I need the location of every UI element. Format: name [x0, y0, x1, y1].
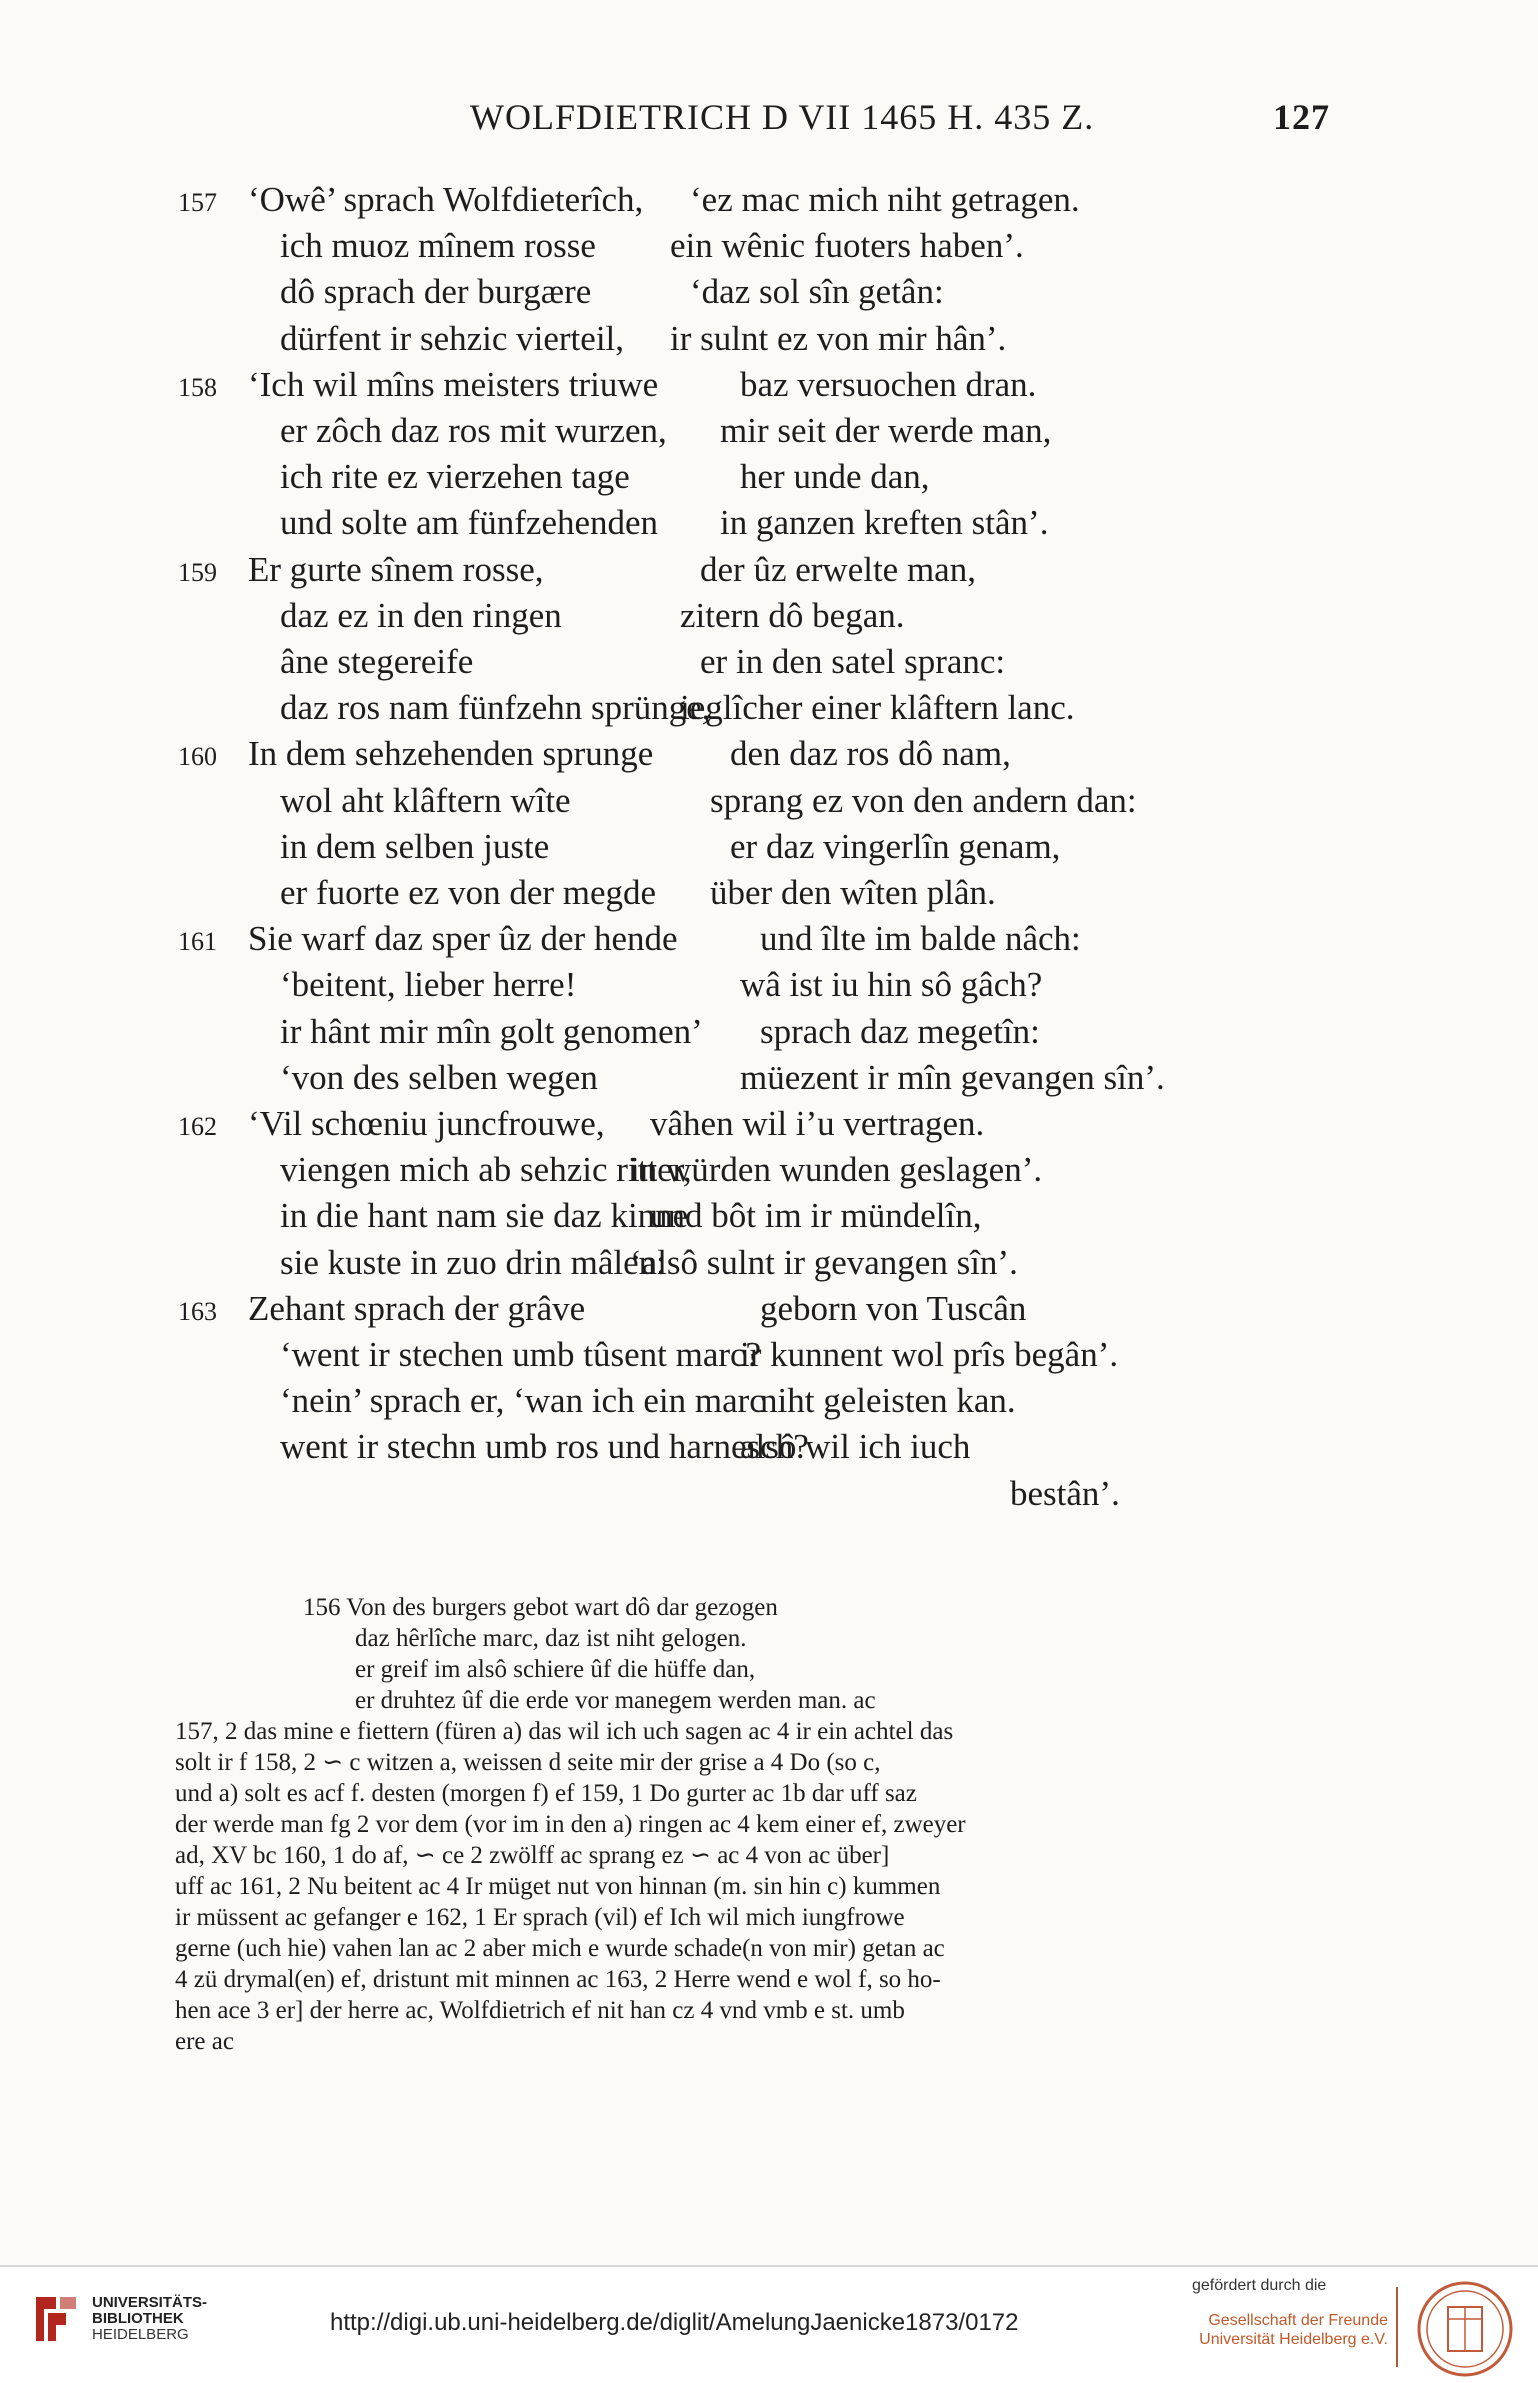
stanza-number: 163 — [178, 1296, 217, 1326]
verse-line — [0, 1289, 1538, 1333]
verse-line — [0, 1474, 1538, 1518]
second-half-line: den daz ros dô nam, — [730, 734, 1011, 774]
first-half-line: daz ez in den ringen — [280, 595, 562, 635]
library-line-3: HEIDELBERG — [92, 2326, 189, 2343]
verse-line — [0, 503, 1538, 547]
first-half-line: er zôch daz ros mit wurzen, — [280, 411, 667, 450]
second-half-line: vâhen wil i’u vertragen. — [650, 1104, 985, 1143]
university-seal-icon — [1410, 2279, 1520, 2379]
first-half-line: viengen mich ab sehzic ritter, — [280, 1150, 692, 1190]
second-half-line: mir seit der werde man, — [720, 411, 1052, 450]
verse-line — [0, 550, 1538, 594]
ub-heidelberg-logo-icon — [26, 2289, 86, 2349]
second-half-line: und bôt im ir mündelîn, — [650, 1196, 982, 1236]
second-half-line: ‘alsô sulnt ir gevangen sîn’. — [630, 1242, 1018, 1282]
first-half-line: daz ros nam fünfzehn sprünge, — [280, 688, 711, 728]
first-half-line: ‘beitent, lieber herre! — [280, 965, 577, 1005]
verse-line — [0, 1427, 1538, 1471]
second-half-line: sprach daz megetîn: — [760, 1011, 1040, 1051]
verse-line — [0, 965, 1538, 1009]
permalink-url[interactable]: http://digi.ub.uni-heidelberg.de/diglit/AmelungJaenicke1873/0172 — [330, 2309, 1019, 2336]
second-half-line: ‘ez mac mich niht getragen. — [690, 180, 1080, 219]
second-half-line: in ganzen kreften stân’. — [720, 503, 1049, 543]
verse-line — [0, 1104, 1538, 1148]
second-half-line: er in den satel spranc: — [700, 642, 1006, 681]
verse-line — [0, 226, 1538, 270]
note-line: er druhtez ûf die erde vor manegem werden man. ac — [355, 1687, 876, 1714]
apparatus-notes — [175, 1592, 1290, 2057]
first-half-line: er fuorte ez von der megde — [280, 873, 657, 912]
stanza-number: 160 — [178, 742, 217, 772]
note-line: solt ir f 158, 2 ∽ c witzen a, weissen d seite mir der grise a 4 Do (so c, — [175, 1749, 881, 1776]
verse-line — [0, 642, 1538, 686]
note-line: der werde man fg 2 vor dem (vor im in den a) ringen ac 4 kem einer ef, zweyer — [175, 1811, 966, 1838]
first-half-line: in dem selben juste — [280, 826, 550, 866]
verse-line — [0, 873, 1538, 917]
first-half-line: ‘nein’ sprach er, ‘wan ich ein marc — [280, 1381, 765, 1421]
second-half-line: in würden wunden geslagen’. — [630, 1150, 1043, 1190]
verse-line — [0, 827, 1538, 871]
verse-line — [0, 1058, 1538, 1102]
second-half-line: bestân’. — [1010, 1473, 1120, 1513]
first-half-line: wol aht klâftern wîte — [280, 780, 571, 820]
first-half-line: in die hant nam sie daz kinne — [280, 1196, 689, 1236]
running-header — [470, 96, 1330, 146]
verse-line — [0, 1381, 1538, 1425]
second-half-line: zitern dô began. — [680, 595, 905, 635]
note-line: ere ac — [175, 2028, 234, 2055]
verse-line — [0, 1150, 1538, 1194]
second-half-line: ir kunnent wol prîs begân’. — [740, 1335, 1119, 1374]
second-half-line: und îlte im balde nâch: — [760, 919, 1081, 959]
page-number: 127 — [1273, 97, 1330, 137]
second-half-line: niht geleisten kan. — [760, 1381, 1016, 1421]
second-half-line: her unde dan, — [740, 457, 930, 497]
note-line: 157, 2 das mine e fiettern (füren a) das wil ich uch sagen ac 4 ir ein achtel das — [175, 1718, 954, 1745]
footer-divider — [1396, 2287, 1398, 2367]
first-half-line: ‘Owê’ sprach Wolfdieterîch, — [248, 180, 644, 219]
second-half-line: über den wîten plân. — [710, 873, 996, 912]
second-half-line: der ûz erwelte man, — [700, 549, 976, 589]
note-line: ir müssent ac gefanger e 162, 1 Er sprach (vil) ef Ich wil mich iungfrowe — [175, 1904, 905, 1931]
verse-line — [0, 1335, 1538, 1379]
verse-line — [0, 1196, 1538, 1240]
second-half-line: wâ ist iu hin sô gâch? — [740, 965, 1043, 1005]
stanza-number: 162 — [178, 1112, 217, 1141]
first-half-line: dô sprach der burgære — [280, 272, 592, 312]
second-half-line: müezent ir mîn gevangen sîn’. — [740, 1057, 1165, 1097]
verse-line — [0, 596, 1538, 640]
first-half-line: âne stegereife — [280, 642, 474, 681]
second-half-line: geborn von Tuscân — [760, 1288, 1027, 1328]
first-half-line: ‘Ich wil mîns meisters triuwe — [248, 364, 659, 404]
footer-bar — [0, 2265, 1538, 2383]
note-line: daz hêrlîche marc, daz ist niht gelogen. — [355, 1625, 747, 1652]
verse-line — [0, 180, 1538, 224]
first-half-line: ‘Vil schœniu juncfrouwe, — [248, 1104, 605, 1143]
library-line-2: BIBLIOTHEK — [92, 2310, 184, 2327]
stanza-number: 157 — [178, 188, 217, 217]
first-half-line: ich rite ez vierzehen tage — [280, 457, 630, 497]
second-half-line: ir sulnt ez von mir hân’. — [670, 318, 1007, 358]
verse-line — [0, 1243, 1538, 1287]
verse-line — [0, 781, 1538, 825]
first-half-line: dürfent ir sehzic vierteil, — [280, 318, 625, 358]
first-half-line: sie kuste in zuo drin mâlen: — [280, 1242, 666, 1282]
first-half-line: Er gurte sînem rosse, — [248, 549, 544, 589]
first-half-line: ir hânt mir mîn golt genomen’ — [280, 1011, 703, 1051]
first-half-line: Zehant sprach der grâve — [248, 1288, 586, 1328]
sponsor-name — [1178, 2311, 1388, 2349]
note-line: und a) solt es acf f. desten (morgen f) ef 159, 1 Do gurter ac 1b dar uff saz — [175, 1780, 917, 1807]
second-half-line: ieglîcher einer klâftern lanc. — [680, 688, 1075, 728]
sponsor-line-1: Gesellschaft der Freunde — [1208, 2312, 1388, 2329]
sponsor-intro: gefördert durch die — [1192, 2277, 1327, 2294]
second-half-line: alsô wil ich iuch — [740, 1427, 971, 1467]
second-half-line: sprang ez von den andern dan: — [710, 780, 1137, 820]
first-half-line: und solte am fünfzehenden — [280, 503, 659, 543]
verse-line — [0, 272, 1538, 316]
running-title: WOLFDIETRICH D VII 1465 H. 435 Z. — [470, 97, 1095, 137]
note-line: er greif im alsô schiere ûf die hüffe dan, — [355, 1656, 756, 1683]
verse-line — [0, 365, 1538, 409]
stanza-number: 161 — [178, 927, 217, 957]
note-line: hen ace 3 er] der herre ac, Wolfdietrich ef nit han cz 4 vnd vmb e st. umb — [175, 1997, 905, 2024]
stanza-number: 159 — [178, 557, 217, 587]
stanza-number: 158 — [178, 372, 217, 402]
first-half-line: ich muoz mînem rosse — [280, 226, 596, 266]
verse-line — [0, 688, 1538, 732]
library-name — [92, 2295, 222, 2343]
verse-line — [0, 411, 1538, 455]
second-half-line: baz versuochen dran. — [740, 364, 1037, 404]
note-line: 4 zü drymal(en) ef, dristunt mit minnen ac 163, 2 Herre wend e wol f, so ho- — [175, 1966, 941, 1993]
library-line-1: UNIVERSITÄTS- — [92, 2294, 208, 2311]
verse-line — [0, 1012, 1538, 1056]
verse-line — [0, 319, 1538, 363]
note-line: ad, XV bc 160, 1 do af, ∽ ce 2 zwölff ac sprang ez ∽ ac 4 von ac über] — [175, 1842, 890, 1869]
verse-line — [0, 919, 1538, 963]
note-line: uff ac 161, 2 Nu beitent ac 4 Ir müget nut von hinnan (m. sin hin c) kummen — [175, 1873, 941, 1900]
first-half-line: ‘went ir stechen umb tûsent marc? — [280, 1335, 762, 1374]
note-line: 156 Von des burgers gebot wart dô dar gezogen — [303, 1594, 778, 1621]
first-half-line: In dem sehzehenden sprunge — [248, 734, 654, 774]
second-half-line: er daz vingerlîn genam, — [730, 826, 1061, 866]
second-half-line: ein wênic fuoters haben’. — [670, 226, 1024, 266]
first-half-line: Sie warf daz sper ûz der hende — [248, 919, 678, 959]
first-half-line: went ir stechn umb ros und harnesch? — [280, 1427, 809, 1467]
note-line: gerne (uch hie) vahen lan ac 2 aber mich e wurde schade(n von mir) getan ac — [175, 1935, 945, 1962]
first-half-line: ‘von des selben wegen — [280, 1057, 598, 1097]
verse-line — [0, 457, 1538, 501]
verse-line — [0, 734, 1538, 778]
sponsor-line-2: Universität Heidelberg e.V. — [1199, 2331, 1388, 2348]
second-half-line: ‘daz sol sîn getân: — [690, 272, 944, 312]
